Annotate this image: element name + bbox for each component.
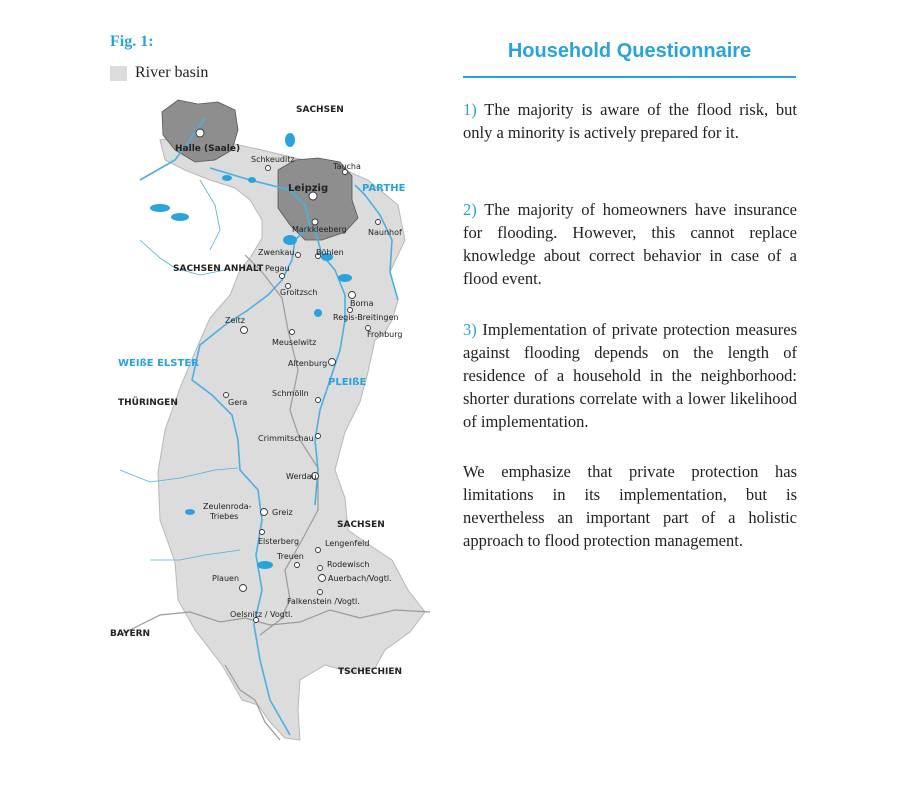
- map-legend: [110, 64, 208, 82]
- city-label-taucha: Taucha: [333, 162, 361, 171]
- finding-3-text: Implementation of private protection measures against flooding depends on the length of residence of a household in the neighborhood: shorter durations correlate with a lower likelihood of implementation.: [463, 320, 798, 431]
- city-label-regis: Regis-Breitingen: [333, 313, 399, 322]
- city-label-falkenstein: Falkenstein /Vogtl.: [287, 597, 360, 606]
- city-label-leipzig: Leipzig: [288, 183, 329, 194]
- finding-2: [463, 198, 797, 290]
- city-label-auerbach: Auerbach/Vogtl.: [328, 574, 392, 583]
- city-label-pegau: Pegau: [265, 264, 290, 273]
- city-label-gera: Gera: [228, 398, 248, 407]
- city-label-treuen: Treuen: [277, 552, 304, 561]
- city-label-zwenkau: Zwenkau: [258, 248, 295, 257]
- questionnaire-title: Household Questionnaire: [507, 40, 752, 62]
- finding-2-number: 2): [463, 200, 477, 219]
- title-underline: [463, 76, 796, 78]
- city-label-crimmitschau: Crimmitschau: [258, 434, 314, 443]
- finding-1-number: 1): [463, 100, 477, 119]
- city-label-triebes: Triebes: [210, 512, 239, 521]
- city-label-rodewisch: Rodewisch: [327, 560, 370, 569]
- city-label-schmoelln: Schmölln: [272, 389, 309, 398]
- region-label-sachsen-anhalt: SACHSEN ANHALT: [173, 264, 264, 274]
- river-label-weisse-elster: WEIßE ELSTER: [118, 358, 199, 369]
- city-label-frohburg: Frohburg: [367, 330, 403, 339]
- city-label-elsterberg: Elsterberg: [258, 537, 300, 546]
- finding-3-number: 3): [463, 320, 477, 339]
- city-label-naunhof: Naunhof: [368, 228, 402, 237]
- city-label-boehlen: Böhlen: [316, 248, 344, 257]
- figure-label: Fig. 1:: [110, 33, 154, 50]
- closing-statement: We emphasize that private protection has limitations in its implementation, but is nevertheless an important part of a holistic approach to flood protection management.: [463, 462, 797, 550]
- region-label-sachsen-top: SACHSEN: [296, 105, 344, 115]
- legend-label: River basin: [135, 64, 209, 81]
- city-label-altenburg: Altenburg: [288, 359, 328, 368]
- city-label-plauen: Plauen: [212, 574, 240, 583]
- river-label-parthe: PARTHE: [362, 183, 406, 194]
- city-label-markkleeberg: Markkleeberg: [292, 225, 347, 234]
- city-label-werdau: Werdau: [286, 472, 317, 481]
- river-tributary-4: [200, 180, 220, 250]
- city-label-greiz: Greiz: [272, 508, 293, 517]
- legend-swatch: [110, 66, 127, 81]
- city-label-borna: Borna: [350, 299, 374, 308]
- region-label-bayern: BAYERN: [110, 629, 151, 639]
- region-label-thueringen: THÜRINGEN: [118, 398, 178, 408]
- city-label-lengenfeld: Lengenfeld: [325, 539, 370, 548]
- finding-3: [463, 318, 797, 433]
- finding-1-text: The majority is aware of the flood risk, but only a minority is actively prepared for it.: [463, 100, 798, 142]
- city-label-oelsnitz: Oelsnitz / Vogtl.: [230, 610, 293, 619]
- region-label-sachsen-mid: SACHSEN: [337, 520, 385, 530]
- region-label-tschechien: TSCHECHIEN: [338, 667, 403, 677]
- finding-1: [463, 98, 797, 144]
- city-label-zeitz: Zeitz: [225, 316, 245, 325]
- city-label-groitzsch: Groitzsch: [280, 288, 318, 297]
- city-label-meuselwitz: Meuselwitz: [272, 338, 317, 347]
- city-label-schkeuditz: Schkeuditz: [251, 155, 295, 164]
- city-label-zeulenroda: Zeulenroda-: [203, 502, 252, 511]
- finding-2-text: The majority of homeowners have insurance for flooding. However, this cannot replace knowledge about correct behavior in case of a flood event.: [463, 200, 798, 288]
- river-label-pleisse: PLEIßE: [328, 377, 367, 388]
- city-label-halle: Halle (Saale): [175, 144, 241, 154]
